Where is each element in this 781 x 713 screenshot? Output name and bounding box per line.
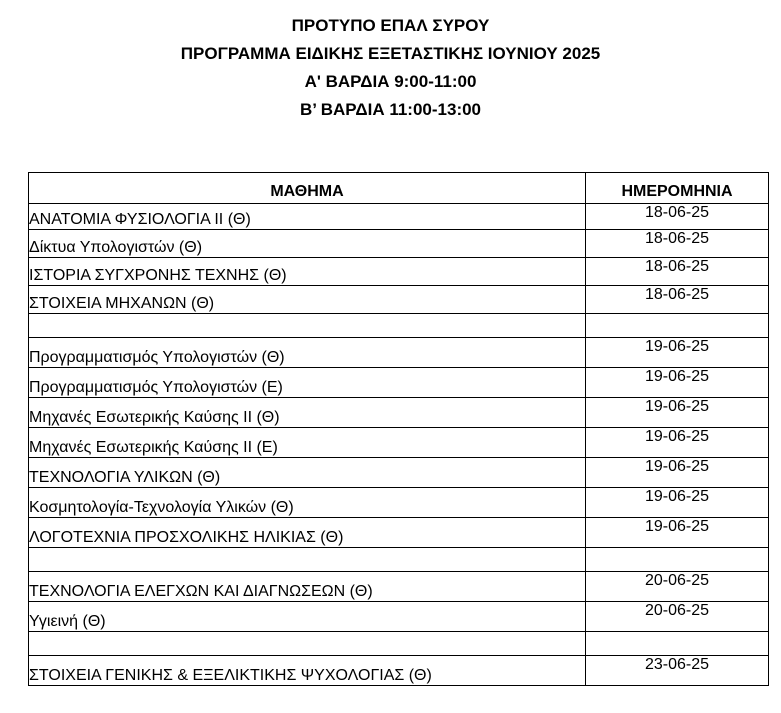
document-header	[0, 12, 781, 124]
table-row	[29, 488, 769, 518]
shift-b-line: Β’ ΒΑΡΔΙΑ 11:00-13:00	[299, 100, 482, 119]
school-title: ΠΡΟΤΥΠΟ ΕΠΑΛ ΣΥΡΟΥ	[291, 16, 490, 35]
subject-cell: Προγραμματισμός Υπολογιστών (Θ)	[29, 338, 586, 368]
date-cell: 19-06-25	[586, 398, 769, 428]
date-cell: 23-06-25	[586, 656, 769, 686]
blank-separator-row	[29, 632, 769, 656]
date-cell: 18-06-25	[586, 204, 769, 230]
date-cell	[586, 632, 769, 656]
blank-separator-row	[29, 314, 769, 338]
subject-cell: Κοσμητολογία-Τεχνολογία Υλικών (Θ)	[29, 488, 586, 518]
table-row	[29, 572, 769, 602]
subject-cell: ΙΣΤΟΡΙΑ ΣΥΓΧΡΟΝΗΣ ΤΕΧΝΗΣ (Θ)	[29, 258, 586, 286]
date-column-header: ΗΜΕΡΟΜΗΝΙΑ	[586, 173, 769, 204]
subject-cell: ΤΕΧΝΟΛΟΓΙΑ ΕΛΕΓΧΩΝ ΚΑΙ ΔΙΑΓΝΩΣΕΩΝ (Θ)	[29, 572, 586, 602]
subject-cell	[29, 314, 586, 338]
shift-a-line: Α' ΒΑΡΔΙΑ 9:00-11:00	[304, 72, 477, 91]
date-cell: 19-06-25	[586, 458, 769, 488]
date-cell: 19-06-25	[586, 518, 769, 548]
date-cell	[586, 548, 769, 572]
subject-cell: Προγραμματισμός Υπολογιστών (Ε)	[29, 368, 586, 398]
subject-cell	[29, 632, 586, 656]
table-row	[29, 230, 769, 258]
table-row	[29, 204, 769, 230]
table-row	[29, 656, 769, 686]
table-row	[29, 602, 769, 632]
table-row	[29, 518, 769, 548]
date-cell: 19-06-25	[586, 368, 769, 398]
subject-cell: ΑΝΑΤΟΜΙΑ ΦΥΣΙΟΛΟΓΙΑ ΙΙ (Θ)	[29, 204, 586, 230]
date-cell: 18-06-25	[586, 258, 769, 286]
subject-column-header: ΜΑΘΗΜΑ	[29, 173, 586, 204]
table-row	[29, 368, 769, 398]
date-cell: 19-06-25	[586, 338, 769, 368]
table-header-row	[29, 173, 769, 204]
date-cell: 18-06-25	[586, 286, 769, 314]
blank-separator-row	[29, 548, 769, 572]
date-cell: 20-06-25	[586, 572, 769, 602]
table-row	[29, 338, 769, 368]
table-row	[29, 286, 769, 314]
subject-cell: ΛΟΓΟΤΕΧΝΙΑ ΠΡΟΣΧΟΛΙΚΗΣ ΗΛΙΚΙΑΣ (Θ)	[29, 518, 586, 548]
subject-cell: Δίκτυα Υπολογιστών (Θ)	[29, 230, 586, 258]
date-cell: 19-06-25	[586, 488, 769, 518]
subject-cell: Μηχανές Εσωτερικής Καύσης ΙΙ (Θ)	[29, 398, 586, 428]
subject-cell: ΤΕΧΝΟΛΟΓΙΑ ΥΛΙΚΩΝ (Θ)	[29, 458, 586, 488]
table-row	[29, 428, 769, 458]
subject-cell: ΣΤΟΙΧΕΙΑ ΓΕΝΙΚΗΣ & ΕΞΕΛΙΚΤΙΚΗΣ ΨΥΧΟΛΟΓΙΑΣ (Θ)	[29, 656, 586, 686]
table-row	[29, 258, 769, 286]
table-row	[29, 458, 769, 488]
subject-cell: Μηχανές Εσωτερικής Καύσης ΙΙ (Ε)	[29, 428, 586, 458]
date-cell: 20-06-25	[586, 602, 769, 632]
program-title: ΠΡΟΓΡΑΜΜΑ ΕΙΔΙΚΗΣ ΕΞΕΤΑΣΤΙΚΗΣ ΙΟΥΝΙΟΥ 2025	[180, 44, 601, 63]
table-row	[29, 398, 769, 428]
subject-cell: Υγιεινή (Θ)	[29, 602, 586, 632]
date-cell: 19-06-25	[586, 428, 769, 458]
date-cell: 18-06-25	[586, 230, 769, 258]
subject-cell	[29, 548, 586, 572]
exam-schedule-table	[28, 172, 769, 686]
date-cell	[586, 314, 769, 338]
subject-cell: ΣΤΟΙΧΕΙΑ ΜΗΧΑΝΩΝ (Θ)	[29, 286, 586, 314]
